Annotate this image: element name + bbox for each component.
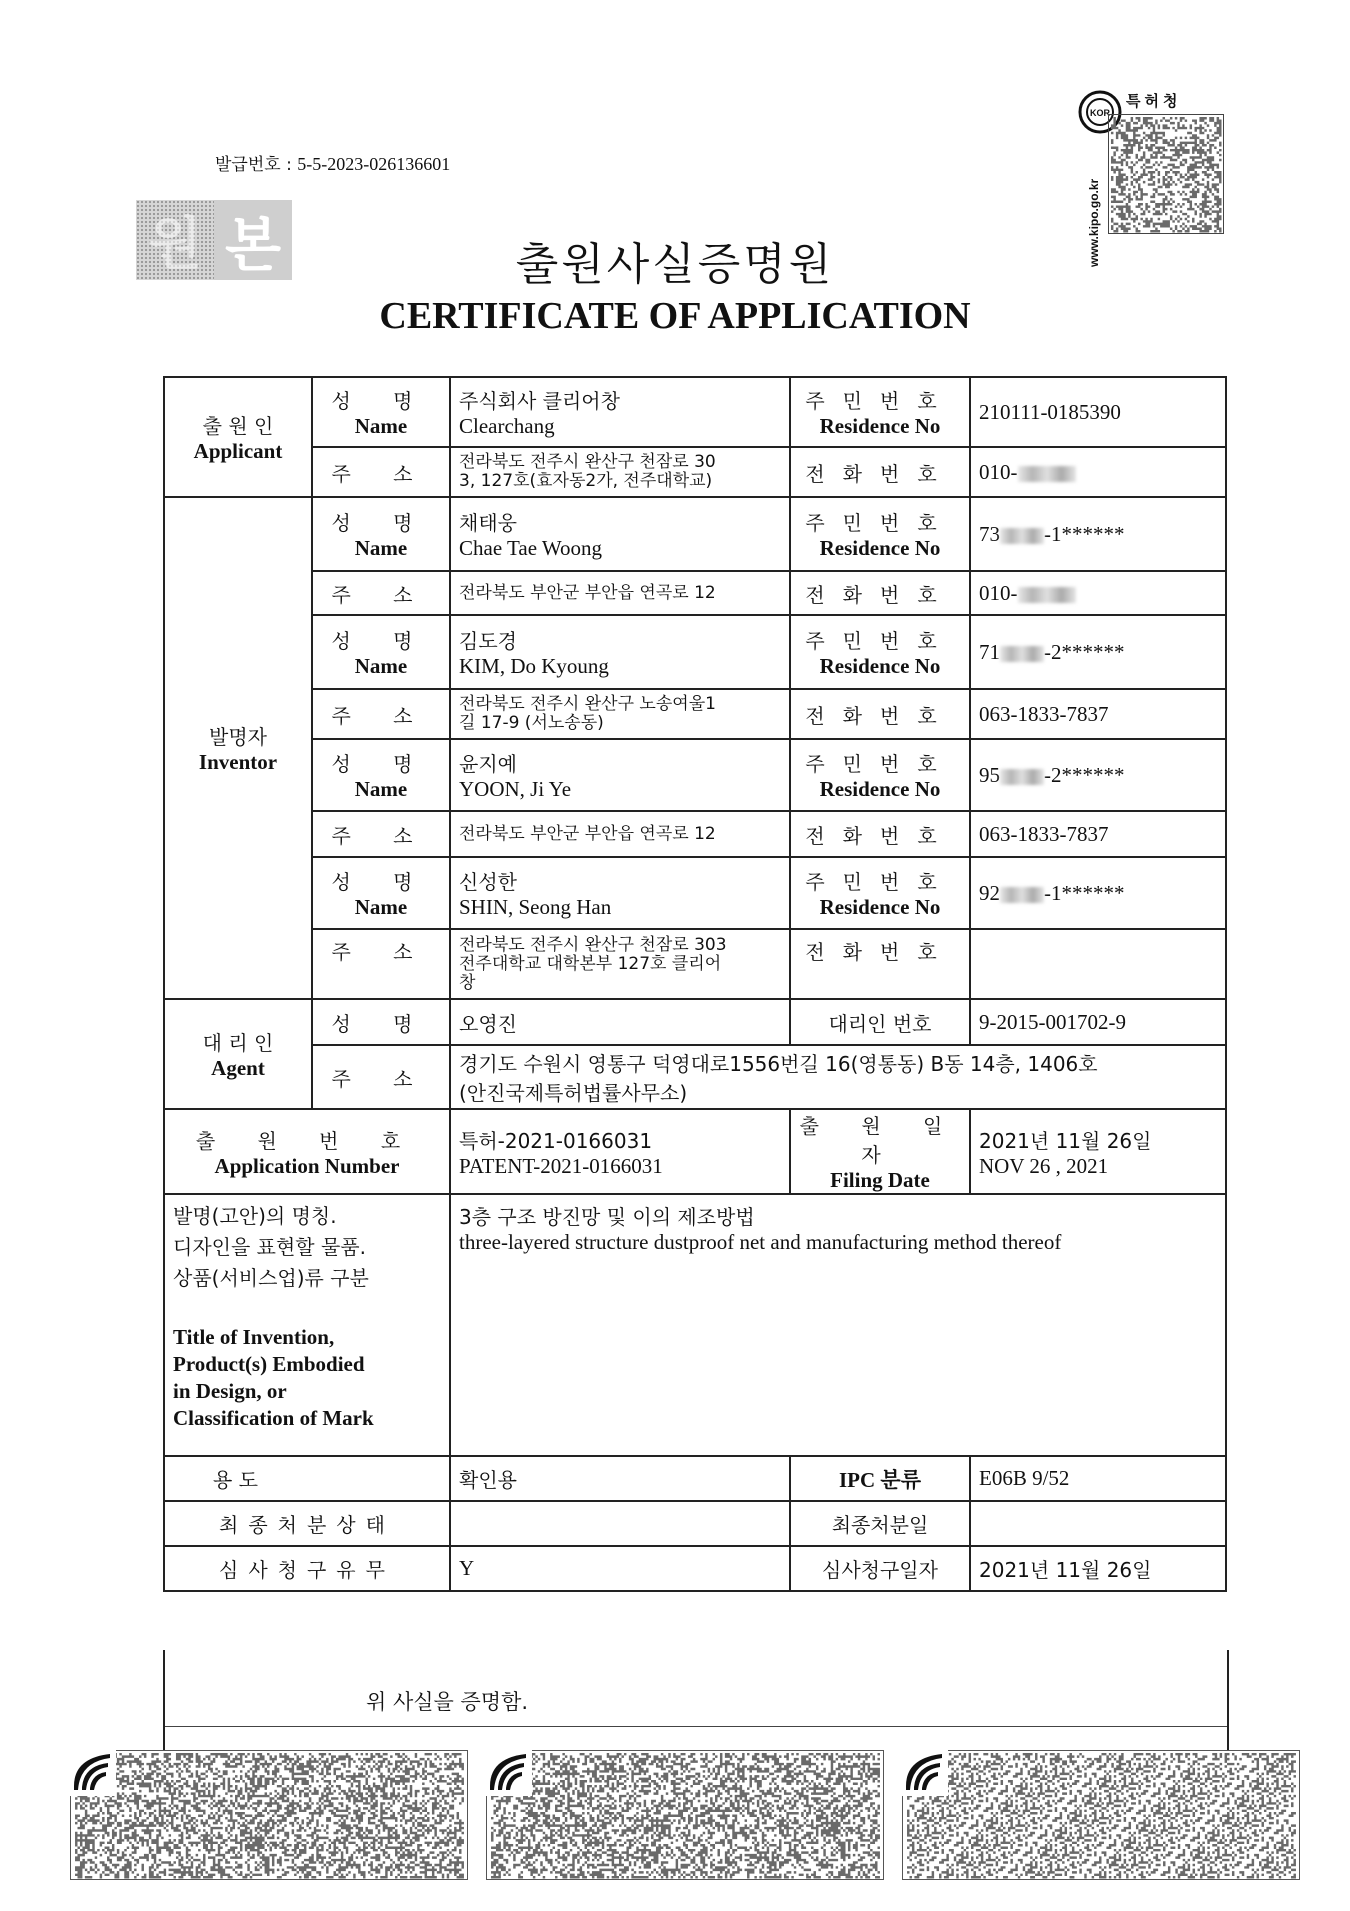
applicant-address: 전라북도 전주시 완산구 천잠로 30 3, 127호(효자동2가, 전주대학교) bbox=[450, 447, 790, 497]
certification-text: 위 사실을 증명함. bbox=[366, 1690, 529, 1714]
barcode-pattern bbox=[71, 1751, 467, 1879]
inventor-address: 전라북도 전주시 완산구 노송여울1 길 17-9 (서노송동) bbox=[450, 689, 790, 739]
inventor-name: 신성한 SHIN, Seong Han bbox=[450, 857, 790, 929]
exam-request-value: Y bbox=[450, 1546, 790, 1591]
inventor-address: 전라북도 부안군 부안읍 연곡로 12 bbox=[450, 571, 790, 615]
inventor-name: 채태웅 Chae Tae Woong bbox=[450, 497, 790, 571]
ipc-label: IPC 분류 bbox=[790, 1456, 970, 1501]
original-stamp-solid: 본 bbox=[214, 200, 292, 280]
ipc-value: E06B 9/52 bbox=[970, 1456, 1226, 1501]
inventor-name: 김도경 KIM, Do Kyoung bbox=[450, 615, 790, 689]
inventor-address-row bbox=[164, 929, 1226, 999]
title-korean: 출원사실증명원 bbox=[515, 239, 835, 290]
address-label: 주 소 bbox=[312, 1045, 450, 1109]
residence-label: 주민번호 Residence No bbox=[790, 615, 970, 689]
invention-title-row bbox=[164, 1194, 1226, 1456]
inventor-address: 전라북도 부안군 부안읍 연곡로 12 bbox=[450, 811, 790, 857]
applicant-name-row bbox=[164, 377, 1226, 447]
barcode-pattern bbox=[903, 1751, 1299, 1879]
inventor-name-row bbox=[164, 857, 1226, 929]
purpose-label: 용 도 bbox=[164, 1456, 450, 1501]
agent-header: 대 리 인 Agent bbox=[164, 999, 312, 1109]
address-label: 주 소 bbox=[312, 689, 450, 739]
agent-address: 경기도 수원시 영통구 덕영대로1556번길 16(영통동) B동 14층, 1406호 (안진국제특허법률사무소) bbox=[450, 1045, 1226, 1109]
address-label: 주 소 bbox=[312, 571, 450, 615]
phone-label: 전화번호 bbox=[790, 689, 970, 739]
inventor-address-row bbox=[164, 571, 1226, 615]
inventor-residence-no: 95 -2****** bbox=[970, 739, 1226, 811]
address-label: 주 소 bbox=[312, 811, 450, 857]
redacted-block bbox=[1000, 528, 1044, 544]
issue-number-label: 발급번호 : bbox=[215, 155, 298, 175]
applicant-address-row bbox=[164, 447, 1226, 497]
exam-date-value: 2021년 11월 26일 bbox=[970, 1546, 1226, 1591]
phone-label: 전화번호 bbox=[790, 447, 970, 497]
inventor-phone: 010- bbox=[970, 571, 1226, 615]
residence-label: 주민번호 Residence No bbox=[790, 497, 970, 571]
title-english: CERTIFICATE OF APPLICATION bbox=[379, 295, 971, 337]
exam-request-row bbox=[164, 1546, 1226, 1591]
filing-date-label: 출 원 일 자 Filing Date bbox=[790, 1109, 970, 1194]
kipo-mark bbox=[1078, 84, 1224, 267]
redacted-block bbox=[1000, 646, 1044, 662]
redacted-block bbox=[1018, 587, 1076, 603]
name-label: 성 명 Name bbox=[312, 857, 450, 929]
agent-name-row bbox=[164, 999, 1226, 1045]
name-label: 성 명 Name bbox=[312, 377, 450, 447]
invention-title: 3층 구조 방진망 및 이의 제조방법 three-layered structure dustproof net and manufacturing method thereof bbox=[450, 1194, 1226, 1456]
name-label: 성 명 bbox=[312, 999, 450, 1045]
application-number-row bbox=[164, 1109, 1226, 1194]
agency-url: www.kipo.go.kr bbox=[1087, 178, 1101, 267]
redacted-block bbox=[1000, 769, 1044, 785]
inventor-name-row bbox=[164, 497, 1226, 571]
inventor-residence-no: 92 -1****** bbox=[970, 857, 1226, 929]
blank-remarks-box bbox=[163, 1650, 1229, 1727]
inventor-address: 전라북도 전주시 완산구 천잠로 303 전주대학교 대학본부 127호 클리어 창 bbox=[450, 929, 790, 999]
residence-label: 주민번호 Residence No bbox=[790, 377, 970, 447]
inventor-name-row bbox=[164, 739, 1226, 811]
filing-date: 2021년 11월 26일 NOV 26 , 2021 bbox=[970, 1109, 1226, 1194]
address-label: 주 소 bbox=[312, 447, 450, 497]
phone-label: 전화번호 bbox=[790, 571, 970, 615]
barcode-pattern bbox=[487, 1751, 883, 1879]
verification-qr-code bbox=[1108, 114, 1224, 234]
applicant-name: 주식회사 클리어창 Clearchang bbox=[450, 377, 790, 447]
phone-label: 전화번호 bbox=[790, 929, 970, 999]
purpose-row bbox=[164, 1456, 1226, 1501]
issue-number-value: 5-5-2023-026136601 bbox=[297, 154, 451, 174]
inventor-residence-no: 73 -1****** bbox=[970, 497, 1226, 571]
name-label: 성 명 Name bbox=[312, 739, 450, 811]
purpose-value: 확인용 bbox=[450, 1456, 790, 1501]
redacted-block bbox=[1000, 887, 1044, 903]
inventor-name-row bbox=[164, 615, 1226, 689]
barcode-wave-icon bbox=[70, 1750, 116, 1796]
exam-request-label: 심사청구유무 bbox=[164, 1546, 450, 1591]
applicant-header: 출 원 인 Applicant bbox=[164, 377, 312, 497]
exam-date-label: 심사청구일자 bbox=[790, 1546, 970, 1591]
agent-name: 오영진 bbox=[450, 999, 790, 1045]
agent-number: 9-2015-001702-9 bbox=[970, 999, 1226, 1045]
applicant-residence-no: 210111-0185390 bbox=[970, 377, 1226, 447]
document-barcode bbox=[902, 1750, 1300, 1880]
residence-label: 주민번호 Residence No bbox=[790, 857, 970, 929]
inventor-name: 윤지예 YOON, Ji Ye bbox=[450, 739, 790, 811]
inventor-address-row bbox=[164, 811, 1226, 857]
phone-label: 전화번호 bbox=[790, 811, 970, 857]
inventor-residence-no: 71 -2****** bbox=[970, 615, 1226, 689]
invention-title-label: 발명(고안)의 명칭. 디자인을 표현할 물품. 상품(서비스업)류 구분 Title of Invention, Product(s) Embodied in Design, or Classification of Mark bbox=[164, 1194, 450, 1456]
inventor-phone bbox=[970, 929, 1226, 999]
inventor-phone: 063-1833-7837 bbox=[970, 811, 1226, 857]
agent-number-label: 대리인 번호 bbox=[790, 999, 970, 1045]
name-label: 성 명 Name bbox=[312, 615, 450, 689]
barcode-wave-icon bbox=[902, 1750, 948, 1796]
redacted-block bbox=[1018, 466, 1076, 482]
barcode-wave-icon bbox=[486, 1750, 532, 1796]
svg-text:KOR: KOR bbox=[1090, 108, 1110, 118]
document-barcode bbox=[70, 1750, 468, 1880]
agency-name: 특허청 bbox=[1126, 92, 1182, 110]
name-label: 성 명 Name bbox=[312, 497, 450, 571]
document-barcode bbox=[486, 1750, 884, 1880]
certificate-table bbox=[163, 376, 1227, 1592]
issue-number bbox=[215, 150, 450, 175]
final-date-value bbox=[970, 1501, 1226, 1546]
application-number-label: 출 원 번 호 Application Number bbox=[164, 1109, 450, 1194]
final-status-value bbox=[450, 1501, 790, 1546]
inventor-phone: 063-1833-7837 bbox=[970, 689, 1226, 739]
inventor-address-row bbox=[164, 689, 1226, 739]
residence-label: 주민번호 Residence No bbox=[790, 739, 970, 811]
application-number: 특허-2021-0166031 PATENT-2021-0166031 bbox=[450, 1109, 790, 1194]
applicant-phone: 010- bbox=[970, 447, 1226, 497]
agent-address-row bbox=[164, 1045, 1226, 1109]
original-stamp-dotted: 원 bbox=[136, 200, 214, 280]
address-label: 주 소 bbox=[312, 929, 450, 999]
final-status-label: 최종처분상태 bbox=[164, 1501, 450, 1546]
final-status-row bbox=[164, 1501, 1226, 1546]
final-date-label: 최종처분일 bbox=[790, 1501, 970, 1546]
inventor-header: 발명자 Inventor bbox=[164, 497, 312, 999]
